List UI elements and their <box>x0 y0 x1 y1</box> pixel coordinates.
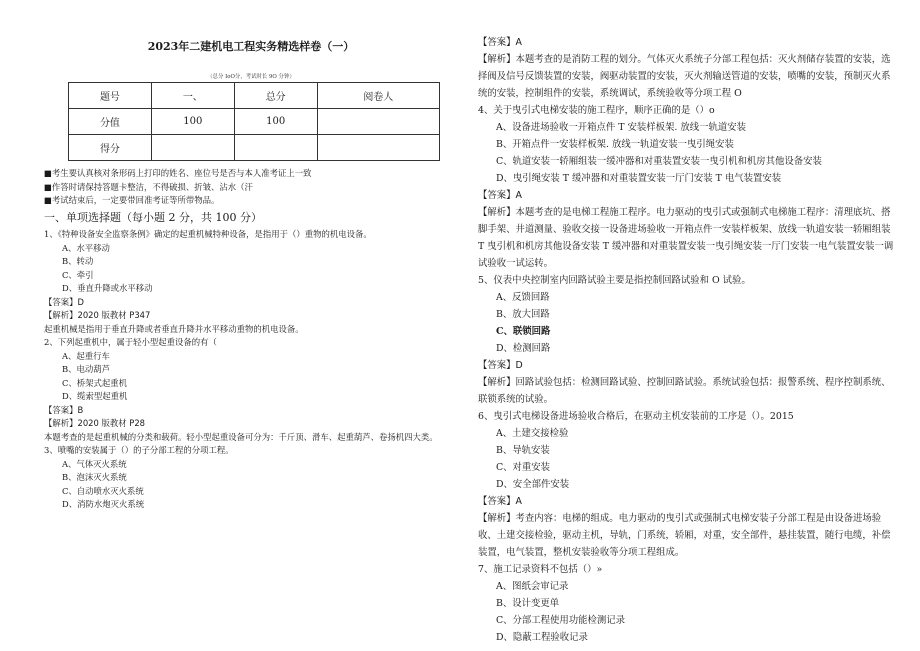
right-column <box>478 34 898 646</box>
option-d: D、垂直升降或水平移动 <box>62 283 153 293</box>
table-row <box>69 109 440 135</box>
question-stem: 4、关于曳引式电梯安装的施工程序，顺序正确的是（）o <box>478 105 715 116</box>
analysis: 【解析】本题考查的是电梯工程施工程序。电力驱动的曳引式或强制式电梯施工程序：清理底坑、搭脚手架、井道测量、验收交接一设备进场验收一开箱点件一安装样板架、放线一轨道安装一轿厢组装 T 曳引机和机房其他设备安装 T 缓冲器和对重装置安装一曳引绳安装一厅门安装一电气装置安装一调试验收一试运转。 <box>478 207 894 269</box>
table-cell: 100 <box>151 109 234 135</box>
table-cell: 一、 <box>151 83 234 109</box>
score-table <box>68 82 440 161</box>
option-a: A、图纸会审记录 <box>496 581 569 592</box>
option-a: A、气体灭火系统 <box>62 458 127 469</box>
table-cell: 阅卷人 <box>317 83 439 109</box>
option-a: A、土建交接检验 <box>496 428 569 439</box>
explanation: 起重机械是指用于垂直升降或者垂直升降并水平移动重物的机电设备。 <box>44 323 304 334</box>
option-d: D、隐蔽工程验收记录 <box>496 632 588 643</box>
table-cell: 得分 <box>69 135 152 161</box>
option-a: A、水平移动 <box>62 242 110 253</box>
left-column <box>44 32 458 88</box>
option-d: D、缆索型起重机 <box>62 391 128 401</box>
option-c: C、轨道安装一轿厢组装一缓冲器和对重装置安装一曳引机和机房其他设备安装 <box>496 156 822 167</box>
answer: 【答案】A <box>478 37 522 48</box>
option-d: D、曳引绳安装 T 缓冲器和对重装置安装一厅门安装 T 电气装置安装 <box>496 173 782 184</box>
section-title: 一、单项选择题（每小题 2 分，共 100 分） <box>44 210 262 224</box>
question-stem: 5、仪表中央控制室内回路试验主要是指控制回路试验和 O 试验。 <box>478 275 751 286</box>
question-1 <box>44 228 458 336</box>
question-6 <box>478 408 898 561</box>
question-4 <box>478 102 898 272</box>
option-b: B、泡沫灭火系统 <box>62 472 127 482</box>
option-d: D、安全部件安装 <box>496 479 570 490</box>
answer: 【答案】A <box>478 190 522 201</box>
question-stem: 7、施工记录资料不包括（）» <box>478 564 603 575</box>
option-c: C、对重安装 <box>496 462 551 473</box>
answer: 【答案】A <box>478 496 522 507</box>
analysis: 【解析】2020 版教材 P28 <box>44 418 145 428</box>
table-cell <box>234 135 317 161</box>
option-d: D、检测回路 <box>496 343 551 354</box>
option-b: B、设计变更单 <box>496 598 560 609</box>
option-d: D、消防水炮灭火系统 <box>62 499 145 509</box>
question-stem: 1、《特种设备安全监察条例》确定的起重机械特种设备，是指用于（）重物的机电设备。 <box>44 229 372 239</box>
analysis: 【解析】考查内容：电梯的组成。电力驱动的曳引式或强制式电梯安装子分部工程是由设备进场验收、土建交接检验，驱动主机，导轨，门系统，轿厢，对重，安全部件，悬挂装置，随行电缆，补偿装置，电气装置，整机安装验收等分项工程组成。 <box>478 513 891 558</box>
explanation: 本题考查的是起重机械的分类和载荷。轻小型起重设备可分为：千斤顶、滑车、起重葫芦、卷扬机四大类。 <box>44 431 438 442</box>
left-content <box>44 167 458 512</box>
table-cell: 总分 <box>234 83 317 109</box>
option-b: B、电动葫芦 <box>62 364 111 374</box>
table-cell <box>317 109 439 135</box>
option-c: C、桥架式起重机 <box>62 377 128 388</box>
note-item: ■作答时请保持答题卡整洁，不得破损、折皱、沾水（汗 <box>44 181 253 192</box>
analysis: 【解析】本题考查的是消防工程的划分。气体灭火系统子分部工程包括：灭火剂储存装置的安装，选择阀及信号反馈装置的安装，阀驱动装置的安装，灭火剂输送管道的安装，喷嘴的安装，预制灭火系统的安装，控制组件的安装，系统调试，系统验收等分项工程 O <box>478 54 891 99</box>
table-cell <box>151 135 234 161</box>
option-a: A、起重行车 <box>62 350 110 361</box>
page-subtitle: （总分 IoO分，考试时长 9O 分钟） <box>207 74 295 80</box>
option-c: C、自动喷水灭火系统 <box>62 485 144 496</box>
option-b: B、放大回路 <box>496 309 550 320</box>
table-row <box>69 135 440 161</box>
page-title: 2023年二建机电工程实务精选样卷（一） <box>147 40 355 53</box>
table-row <box>69 83 440 109</box>
table-cell: 题号 <box>69 83 152 109</box>
question-stem: 2、下列起重机中，属于轻小型起重设备的有（ <box>44 337 217 347</box>
table-cell: 100 <box>234 109 317 135</box>
question-7 <box>478 561 898 646</box>
table-cell: 分值 <box>69 109 152 135</box>
option-b: B、开箱点件一安装样板架. 放线一轨道安装一曳引绳安装 <box>496 139 734 150</box>
exam-notes <box>44 167 458 208</box>
question-3 <box>44 444 458 512</box>
note-item: ■考试结束后，一定要带回准考证等所带物品。 <box>44 195 220 205</box>
question-3-answer <box>478 34 898 102</box>
question-5 <box>478 272 898 408</box>
answer: 【答案】D <box>44 296 84 307</box>
answer: 【答案】B <box>44 404 84 415</box>
answer: 【答案】D <box>478 360 523 371</box>
question-2 <box>44 336 458 444</box>
note-item: ■考生要认真核对条形码上打印的姓名、座位号是否与本人准考证上一致 <box>44 168 312 178</box>
analysis: 【解析】2020 版教材 P347 <box>44 310 151 320</box>
option-c: C、联锁回路 <box>496 326 551 337</box>
option-a: A、设备进场验收一开箱点件 T 安装样板架. 放线一轨道安装 <box>496 122 746 133</box>
analysis: 【解析】回路试验包括：检测回路试验、控制回路试验。系统试验包括：报警系统、程序控制系统、联锁系统的试验。 <box>478 377 891 405</box>
question-stem: 6、曳引式电梯设备进场验收合格后，在驱动主机安装前的工序是（）。2015 <box>478 411 794 422</box>
option-b: B、转动 <box>62 256 94 266</box>
option-b: B、导轨安装 <box>496 445 550 456</box>
option-a: A、反馈回路 <box>496 292 550 303</box>
table-cell <box>317 135 439 161</box>
question-stem: 3、喷嘴的安装属于（）的子分部工程的分项工程。 <box>44 445 234 455</box>
option-c: C、牵引 <box>62 269 94 280</box>
option-c: C、分部工程使用功能检测记录 <box>496 615 626 626</box>
